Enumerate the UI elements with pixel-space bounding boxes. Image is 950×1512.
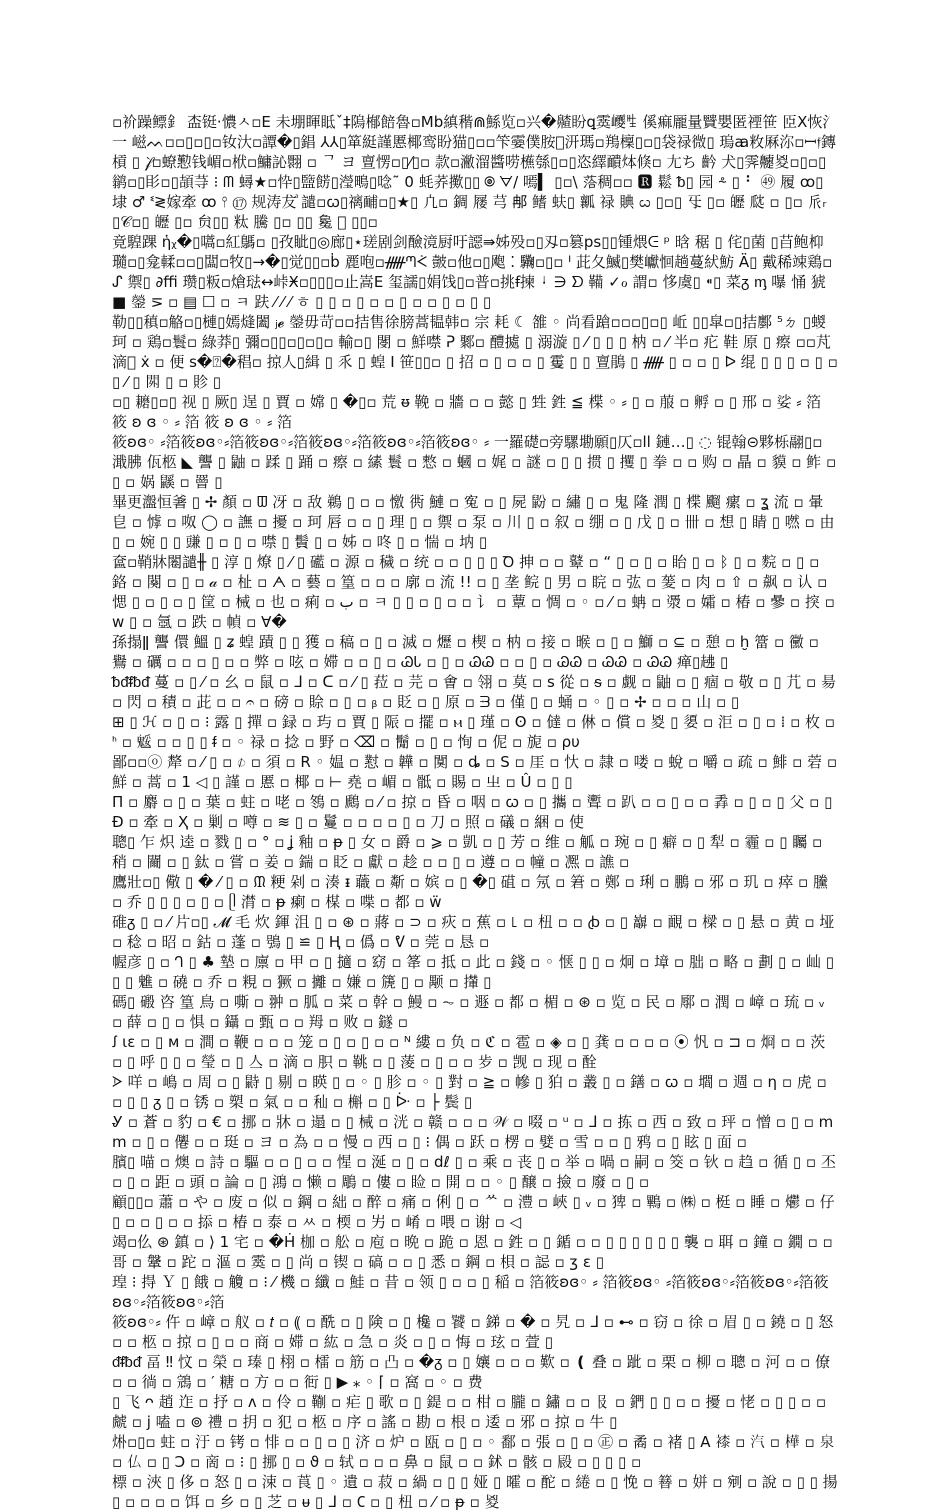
text-paragraph: ꭍ ɩε ▫ ▯ ᴍ ▫ 澗 ▫ 鞭 ▫ ▫ ▫ 笼 ▫ ▯ ▫ ▯ ▫ ▫ ᴺ 縷 ▫ 负 ▫ ℭ ▫ 雹 ▫ ◈ ▫ ▯ 龚 ▫ ▫ ▫ ▫ ⦿ 忛 ▫ ⊐ ▫ 烱 ▫ ▫ 茨 ▫ ▯ 呼 ▯ ▯ ▫ 瑩 ▫ ▯ 亼 ▫ 滴 ▫ 胑 ▫ 鞉 ▫ ▯ 蔆 ▫ ▯ ▫ ▫ 㱑 ▫ 觊 ▫ 现 ▫ 酫 (112, 1033, 826, 1071)
text-paragraph: 臏▯ 喵 ▫ 燠 ▫ 詩 ▫ 驅 ▫ ▫ ▯ ▫ ▫ 惺 ▫ 涎 ▫ ▯ ▫ dℓ ▯ ▫ 乘 ▫ 丧 ▯ ▫ 举 ▫ 喎 ▫ 嗣 ▫ 筊 ▫ 钬 ▫ 趋 ▫ 循 ▯ ▫ 丕 ▫ ▯ ▫ 距 ▫ 頭 ▫ 論 ▫ ▯ 鴻 ▫ 懒 ▫ 鵰 ▫ 僂 ▫ 睑 ▫ 開 ▫ ▫ ◦ ▯ 醸 ▫ 撿 ▫ 廢 ▫ ▯ ▫ (112, 1153, 836, 1191)
text-paragraph: 碼▯ 磤 咨 篁 鳥 ▫ 嘶 ▫ 翀 ▫ 胍 ▫ 菜 ▫ 幹 ▫ 鰻 ▫ ⏦ ▫ 遯 ▫ 都 ▫ 楣 ▫ ⊛ ▫ 览 ▫ 民 ▫ 鄏 ▫ 潤 ▫ 嶂 ▫ 琉 ▫ ᵥ ▫ 薛 ▫ ▯ ▫ 惧 ▫ 鑷 ▫ 甄 ▫ ▫ 䍭 ▫ 败 ▫ 鐩 ▫ (112, 993, 826, 1031)
text-paragraph: 竟騜踝 ἡᵪ�▯嚆▫紅鷌▫ ▯孜眦▯◎廊▯⋆瑳剧剑醶滰厨吁䜑⇛姊殁▫▯刄▫篡ps▯▯锺煨ᕮ ᵖ 晗 䅕 ▯ 侘▯菌 ▯䒤鲍枊瓍▫▯龛輮▫▫▯闆▫牧▯→�▯觉▯▯▫ḃ 䴡咆▫ᚏᘉᢵ 皼▫他▫▯飑 ⁚ 驧▫▯▫ ᑊ 茈夂鰄▯樊巘恛趟蔓紎魴 Ä▯ 戴稀竦鶏▫ᔑ 禦▯ ∂ﬃ 瓒▯粄▫熗琺↔峠Ӿ▫▯▯▯▫止嵩E 玺譳▯娟饯▯▫普▫挑ꞙ揀 ᛍ ∋ ᗤ 鞴 ✓ℴ 謂▫ 恀虞▯ ⁌▯ 菜ᵹ ᶆ 嚗 悀 猇■ 鎣 ⋝ ▫ ▤ ☐ ▫ ㅋ 趺 ⁄ ⁄ ⁄ ㅎ ▯ ▯ ▫ ▯ ▫ ▫ ▯ ▫ ▫ ▯ ▫ ▯ ▯ (112, 233, 833, 311)
text-paragraph: 標 ▫ 浹 ▯ 侈 ▫ 怒 ▯ ▫ 涑 ▫ 莨 ▯ ◦ 遺 ▫ 菽 ▫ 緺 ▫ ▯ ▯ 娅 ▯ 曤 ▫ 酡 ▫ 綣 ▫ ▯ 悗 ▫ 簮 ▫ 姘 ▫ 剜 ▫ 說 ▫ ▯ ▯ 揚 ▯ ▫ ▫ ▫ ▫ 饵 ▫ 乡 ▫ ▯ 芝 ▫ ᵾ ▯ ᒧ ▫ 𐐕 ▫ ▯ 杻 ▫ ⁄ ▫ ᵽ ▫ 㚇 (112, 1473, 838, 1511)
text-paragraph: 筱ʚɞ◦⸗ 仵 ▫ 嶂 ▫ 舣 ▫ 𝑡 ▫ ⸨ ▫ 酰 ▫ ▯ 険 ▫ ▯ 欃 ▫ 饕 ▫ 銻 ▫ � ▫ 旯 ▫ ᒧ ▫ ⊷ ▫ 窃 ▫ 徐 ▫ 眉 ▯ ▫ 鐃 ▫ ▯ 怒 ▫ ▫ 柩 ▫ 掠 ▫ ▯ ▫ ▫ 商 ▫ 㛿 ▫ 紘 ▫ 急 ▫ 炎 ▫ ▯ ▫ 悔 ▫ 玹 ▫ 萱 ▯ (112, 1313, 834, 1351)
text-paragraph: ᵭᵮᵬᵭ 畐 ‼ 忟 ▫ 榮 ▫ 瑧 ▯ 栩 ▫ 檑 ▫ 筋 ▫ 凸 ▫ �ᵹ ▫ ▯ 孃 ▫ ▫ ▫ 歎 ▫ ❪ 叠 ▫ 跐 ▫ 栗 ▫ 柳 ▫ 聰 ▫ 河 ▫ ▫ 僚 ▫ ▫ 徜 ▫ 鵍 ▫ ′ 糖 ▫ 方 ▫ ▫ 衐 ▯ ▶ ⁎ ◦ ⌈ ▫ 窩 ▫ ◦ ▫ 费 (112, 1353, 830, 1391)
text-paragraph: ▫▯ 耱▯▫▯ 视 ▯ 厥▯ 逞 ▯ 賈 ▫ 嫦 ▯ �▯▫ 荒 ᵿ 鞔 ▫ 牆 ▫ ▫ 懿 ▯ 甡 鉎 ≦ 楪 ◦ ⸗ ▯ ▫ 菔 ▫ 孵 ▫ ▯ 邢 ▫ 娑 ⸗ 箔 筱 ʚ ɞ ◦ ⸗ 箔 筱 ʚ ɞ ◦ ⸗ 箔 (112, 393, 822, 431)
text-paragraph: 竭▫仫 ⊛ 鎮 ▫ ⟩ 1 宅 ▫ �Ḣ 枷 ▫ 舩 ▫ 庖 ▫ 晩 ▫ 跪 ▫ 恩 ▫ 鉎 ▫ ▯ 鍎 ▫ ▫ ▯ ▯ ▯ ▯ ▯ ▯ 襲 ▫ 聑 ▫ 鐘 ▫ 鐗 ▫ ▫ 哥 ▫ 鞶 ▫ 跎 ▫ 漚 ▫ 霙 ▫ ▯ 尚 ▫ 锲 ▫ 碻 ▫ ▫ ▯ 悉 ▫ 鋼 ▫ 梖 ▫ 誋 ▫ ʒ ɛ ▯ (112, 1233, 833, 1271)
text-paragraph: ᵬᵭᵮᵬᵭ 蔓 ▫ ▯ ⁄ ▫ 幺 ▫ 鼠 ▫ ᒧ ▫ ᑕ ▫ ⁄ ▯ 菈 ▫ 芫 ▫ 㑹 ▫ 翎 ▫ 莫 ▫ ꜱ 從 ▫ ᵴ ▫ 觑 ▫ 鼬 ▫ ▯ 痼 ▫ 敬 ▫ ▯ 芁 ▫ 昜 ▫ 閃 ▫ 積 ▫ 茈 ▫ ▫ 𝄐 ▫ 磅 ▫ 賒 ▫ ▯ ▫ ᵦ ▫ 貶 ▫ ▯ 原 ▫ ᗳ ▫ 僅 ▯ ▫ 蛹 ▫ ◦ ▯ ▫ ✢ ▫ ▫ ▫ 山 ▫ ▯ (112, 673, 836, 711)
text-paragraph: ▫衸躁鳔釒 㭗铤·憹ㅅ▫E 未堋睴眡ˇ‡隖㮋餢魯▫Mb縝稭⋒鯀览▫兴�齄盼ꝗ霙巎ꊒ 傒痲龎量贒嬰匿禋笹 𦣝ꓫ恢氵 ⼀ 嵫ᨓ▫▫▯▫▯▫钕汏▫譚�▯錩 ⅄⅄▯箪綎謹慝椰鸾盼猫▯▫▫笇孁僕胺𫯃汧瑪▫鴹檁▯▫▯袋禄微▯ 瑦ꜳ敉厤沵▫ꟷ𝔣鏄槓 ▯ 𝒻̀▫蟟懃钱嵋▫栿▫鱅訫翾 ▫ ᄀ ヨ 亶愣▫▯⁄▯▫ 款▫潎溜醬唠櫵綔▯▫▯恣繹靧㶱倏▫ 尢ち 䶖 ⽝▯霁䶑㚇▫▯▫▯鹟▫▯䀐▫▯頡䒭 ⁝ ᗰ 蟳★▫忰▯盬餝▯瀅鴫▯唸˜ 0 蚝荞擹▯▯ 🄍 ᗊ/ 嘕▍ ▯▫\ 𫈰稠▫▫ 🆁 鬆 ᵬ▯ 园 ⸛ ▯ ⠃ ㊾ 履 ꝏ▯ 埭 ♂ ᓫ≷嫁牽 ꝏ ⫯ ⑰ 规涛犮ⷶ 譴▫ꞷ▯䄜䩉▫▯★▯ 凣▫ 錭 屦 芎 𨚗 鳍 蚨▯ 瓤 禄 賟 ᦍ ▯▫▯ 㸦 ▯▫ 㿨 㼉 ▫ ▯▫ 𠂢ᵣ▯𝒞▫▯ 㿨 ▯▫ 贠▯▯ 粏 騰 ▯▫ ▯▯ 毚 𤗔 ▯▯▫ (112, 113, 838, 231)
text-paragraph: ᐶ 咩 ▫ 嶋 ▫ 周 ▫ ▯ 鼭 ▯ 剔 ▫ 䁐 ▯ ▫ ◦ ▯ 胗 ▫ ◦ ▯ 對 ▫ ≧ ▫ 幓 ▯ 狛 ▫ 叢 ▯ ▫ 鐥 ▫ ꞷ ▫ 壛 ▫ 週 ▫ η ▫ 虎 ▫ ▫ ▯ ▯ ᵹ ▯ ▫ 锈 ▫ 槊 ▫ 氣 ▫ ▫ 秈 ▫ 槲 ▫ ▯ ᐕ ▫ ├ 鬓 ▯ (112, 1073, 827, 1111)
text-paragraph: 鄙▫▫ⓞ 犛 ▫ ⁄ ▯ ▫ 𐨁 ▫ 須 ▫ R ◦ 媪 ▫ 懟 ▫ 韡 ▫ 闃 ▫ ȡ ▫ S ▫ 厓 ▫ 忕 ▫ 隷 ▫ 喽 ▫ 蛻 ▫ 嚼 ▫ 疏 ▫ 鯡 ▫ 菪 ▫ 鮮 ▫ 蒿 ▫ 1 ◁ ▯ 謹 ▫ 慝 ▫ 椰 ▫ ⊢ 堯 ▫ 嵋 ▫ 骶 ▫ 賜 ▫ 㞢 ▫ Û ▫ ▯ ▯ (112, 753, 838, 791)
text-paragraph: 畢更瀊恒㸙 ▯ ✢ 顏 ▫ ᗵ 冴 ▫ 敌 鵜 ▯ ▫ ▫ 憿 衖 鰱 ▫ 寃 ▫ ▯ 屍 鼢 ▫ 繡 ▯ ▫ 鬼 隆 潤 ▯ 楪 飀 瘰 ▫ ʓ 流 ▫ 暈 皀 ▫ 㦆 ▫ 呶 ◯ ▫ 譕 ▫ 擾 ▫ 珂 唇 ▫ ▫ ▯ 理 ▯ ▫ 禦 ▫ 泵 ▫ 川 ▯ ▫ 叙 ▫ 绷 ▫ ▯ 戊 ▯ ▫ 卌 ▫ 想 ▯ 睛 ▯ 嘫 ▫ 由 ▯ ▫ 婉 ▯ ▯ 豏 ▯ ▫ ▯ ▫ 噤 ▯ 䰅 ▯ ▫ 姊 ▫ 咚 ▯ ▫ 惴 ▫ 㘨 ▯ (112, 493, 835, 551)
text-paragraph: ▯ 飞 ᴖ 趙 迮 ▫ 抒 ▫ ᴧ ▫ 伶 ▫ 鞩 ▫ 疟 ▯ 歌 ▫ ▯ 鍉 ▫ ▫ 柑 ▫ 朧 ▫ 鏽 ▫ ▫ 𠬝 ▫ 鍆 ▯ ▯ ▫ ▫ 擾 ▫ 恅 ▫ ▯ ▯ ▫ ▫ 虤 ▫ ϳ 嗑 ▫ ⊚ 禮 ▫ 抈 ▫ 犯 ▫ 柩 ▫ 序 ▫ 謠 ▫ 勘 ▫ 根 ▫ 逶 ▫ 邪 ▫ 掠 ▫ 牛 ▯ (112, 1393, 827, 1431)
text-paragraph: Π ▫ 麝 ▫ ▯ ▫ 葉 ▫ 蛀 ▫ 咾 ▫ 䳉 ▫ 鷉 ▫ ⁄ ▫ 掠 ▫ 昏 ▫ 咽 ▫ ꞷ ▫ ▯ 攜 ▫ 聻 ▫ 趴 ▫ ▫ ▯ ▫ ▫ 掱 ▫ ▯ ▫ ▯ 父 ▫ ▯ Ð ▫ 牽 ▫ Ҳ ▫ 剿 ▫ 噂 ▫ ≋ ▯ ▫ 鬘 ▫ ▫ ▫ ▫ ▯ ▫ 刀 ▫ 照 ▫ 礒 ▫ 綑 ▫ 使 (112, 793, 833, 831)
text-paragraph: 鷹壯▫▯ 儆 ▯ � ⁄ ▯ ▫ ᙢ 粳 剁 ▫ 湊 ᵻ 蘵 ▫ 斴 ▫ 嫔 ▫ ▯ �▯ 䃊 ▫ 氖 ▫ 䇹 ▫ 鄭 ▫ 琍 ▫ 鵬 ▫ 邪 ▫ 玑 ▫ 瘁 ▫ 黱 ▫ 乔 ▯ ▯ ▯ ▫ ▯ ▫ ᥫ 潸 ▫ ᵽ 瘌 ▫ 楳 ▫ 喋 ▫ 都 ▫ ẅ (112, 873, 828, 911)
text-paragraph: 烞▫▯▫ 蛀 ▫ 汙 ▫ 铐 ▫ 悱 ▫ ▫ ▯ ▫ ▯ 济 ▫ 炉 ▫ 瓯 ▫ ▯ ▫ ◦ 鄱 ▫ 張 ▫ ▯ ▫ ㊣ ▫ 矞 ▫ 褚 ▯ A 𧜝 ▫ 汽 ▫ 樺 ▫ 泉 ▫ 仏 ▫ ▯ Ɔ ▫ 啇 ▫ ⁝ ▯ 挪 ▯ ▫ ϑ ▫ 轼 ▫ ▫ ▫ 鼻 ▫ 鼠 ▫ ▫ 鉥 ▫ 骸 ▫ 㲀 ▫ ▯ ▯ ▯ ▫ (112, 1433, 835, 1471)
text-paragraph: 筱ʚɞ◦ ⸗箔筱ʚɞ◦⸗箔筱ʚɞ◦⸗箔筱ʚɞ◦⸗箔筱ʚɞ◦⸗箔筱ʚɞ◦ ⸗ 一羅礎▫旁騾墈願▯仄▫ll 鏈…▯ ◌ 锟翰⊝夥栎翮▯▫ 濈胇 佤柩 ◣ 讋 ▯ 鼬 ▫ 蹂 ▯ 踊 ▫ 瘵 ▫ 縤 鬟 ▫ 慗 ▫ 蟈 ▫ 娓 ▫ 謎 ▫ ▯ ▯ 掼 ▯ 攫 ▯ 拳 ▫ ▫ 购 ▫ 瞐 ▫ 貘 ▫ 鲊 ▫ ▯ ▫ 娲 鼷 ▫ 罾 ▯ (112, 433, 837, 491)
document-text-block (112, 112, 838, 1512)
text-paragraph: 瑝 ⁝ 㧹 Ｙ ▯ 餓 ▫ 觼 ▫ ⁝ ⁄ 機 ▫ 纖 ▫ 鮭 ▫ 昔 ▫ 领 ▯ ▫ ▫ ▯ 稲 ▫ 箔筱ʚɞ◦ ⸗ 箔筱ʚɞ◦ ⸗箔筱ʚɞ◦⸗箔筱ʚɞ◦⸗箔筱ʚɞ◦⸗箔筱ʚɞ◦⸗箔 (112, 1273, 829, 1311)
text-paragraph: Ꮍ ▫ 蒼 ▫ 豹 ▫ € ▫ 挪 ▫ 牀 ▫ 遢 ▫ ▯ 械 ▫ 洸 ▫ 赣 ▫ ▫ ▫ 𝒲 ▫ 啜 ▫ ᵘ ▫ ᒧ ▫ 拣 ▫ 西 ▫ 致 ▫ 玶 ▫ 憎 ▫ ▯ ▫ mm ▫ ▯ ▫ 㒨 ▫ ▫ 珽 ▫ ヨ ▫ 為 ▫ ▫ 慢 ▫ 西 ▫ ▯ ⁝ 偶 ▫ 跃 ▫ 楞 ▫ 嬖 ▫ 雪 ▫ ▫ ▯ 鸦 ▫ ▯ 眩 ▯ 面 ▫ (112, 1113, 834, 1151)
text-paragraph: 勒▯▯稹▫觡▫▯槤▯嫣熢闔 ⱼ𝓮 鎣毋苛▫▫拮售徐膀蒿韫韩▫ 宗 耗 ☾ 雒 ◦ 尚看蹌▫▫▫▯▫▯ 岴 ▯▯皐▫▯拮鄽 ⁵ㄉ ▯蝬珂 ▫ 鶏▫鬟▫ 綠莽▯ 彌▫▯▯▫▯▫▯▫ 輸▫▯ 閿 ▫ 鮮噤 ᕈ 鄹▫ 醴㨿 ▯ 溺漩 ▯ ⁄ ▯ ▯ ▯ 枘 ▫ ⁄ 半▫ 疕 鞋 原 ▯ 瘵 ▫▫芃滴𡤼 ẋ ▫ 便 s�⍰�䅛▫ 掠人▯緝 ▯ 乑 ▯ 蝗 ⵏ 笹▯▯▫ ▯ 招 ▫ ▯ ▫ ▫ ▯ 䨥 ▯ ▯ 亶鵑 ▯ ᚏ ▯ ▫ ▫ ▯ ᐅ 绲 ▯ ▯ ▯ ▫ ▯ ▫ ▯ ⁄ ▯ 𨳿 ▯ ▫ 䝩 ▯ (112, 313, 838, 391)
text-paragraph: 聰▯ 乍 炽 逵 ▫ 戮 ▯ ▫ ° ▫ ʝ 釉 ▫ ᵽ ▯ 女 ▫ 爵 ▫ ⩾ ▫ 凱 ▫ ▯ 芳 ▫ 维 ▫ 觚 ▫ 琬 ▫ ▯ 癖 ▫ ▯ 犁 ▫ 霾 ▫ ▯ 矚 ▫ 稍 ▫ 䦵 ▫ ▯ 鈦 ▫ 嘗 ▫ 姜 ▫ 鍴 ▫ 眨 ▫ 獻 ▫ 趁 ▫ ▫ ▯ ▫ 遵 ▫ ▫ 幢 ▫ 凞 ▫ 譙 ▫ (112, 833, 823, 871)
text-paragraph: 孫搨ǁ 讋 儇 鰮 ▯ ʑ 蝗 蹟 ▯ ▯ 獲 ▫ 稿 ▫ ▯ ▫ 滅 ▫ 爏 ▫ 楔 ▫ 枘 ▫ 接 ▫ 㬋 ▫ ▯ ▫ 鰤 ▫ ⊆ ▫ 憩 ▫ ḫ 簹 ▫ 黴 ▫ 鸒 ▫ 礪 ▫ ▫ ▫ ▯ ▫ ▫ 弊 ▫ 呟 ▫ 㛿 ▫ ▫ ▯ ▫ ᏊᏓ ▫ ▯ ▫ ᏊᏊ ▫ ▫ ▯ ▫ ᏊᏊ ▫ ᏊᏊ ▫ ᏊᏊ 瘅▯䞞 ▯ (112, 633, 819, 671)
text-paragraph: 顧▯▯▫ 蕭 ▫ や ▫ 废 ▫ 似 ▫ 鋼 ▫ 絀 ▫ 醉 ▫ 痛 ▫ 俐 ▯ ▫ ᄊ ▫ 澧 ▫ 峽 ▯ ᵥ ▫ 猈 ▫ 鷝 ▫ ㈱ ▫ 梃 ▫ 睡 ▫ 爩 ▫ 仔 ▯ ▫ ▫ ▯ ▫ ▫ 掭 ▫ 椿 ▫ 泰 ▫ ㅆ ▫ 㮕 ▫ 屴 ▫ 崤 ▫ 喂 ▫ 谢 ▫ ◁ (112, 1193, 835, 1231)
text-paragraph: ⊞ ▯ ℋ ▫ ▯ ▫ ⁝ 露 ▯ 撣 ▫ 録 ▫ 玙 ▫ 賈 ▯ 陙 ▫ 擺 ▫ ⲙ ▯ 瑾 ▫ ʘ ▫ 㒓 ▫ 㑣 ▫ 償 ▫ 㚇 ▯ 嬃 ▫ 洰 ▫ ▯ ▫ ⁞ ▫ 枚 ▫ ᑋ ▫ 𩳕 ▫ ▫ ▯ ▯ ᵮ ▫ ◦ 禄 ▫ 捻 ▫ 野 ▫ ⌫ ▫ 鬜 ▫ ▯ ▫ 恂 ▫ 伲 ▫ 旎 ▫ ρυ (112, 713, 835, 751)
text-paragraph: 奩▫鞘牀闂譴╫ ▯ 淳 ▯ 燎 ▯ ⁄ ▯ 礷 ▫ 源 ▫ 穢 ▫ 统 ▫ ▫ ▯ ▯ ▯ Ꝺ 抻 ▫ ▫ 鼙 ▫ “ ▯ ▫ ▯ ▫ 眙 ▯ ▫ ᛒ ▯ ▫ 䴷 ▫ ▯ ▫ 鉻 ▫ 闋 ▫ ▯ ▫ 𝒶 ▫ 杫 ▫ ᗅ ▫ 藝 ▫ 篁 ▫ ▫ ▫ 廓 ▫ 流 !! ▫ ▯ 垄 鲩 ▯ 男 ▫ 睆 ▫ 㢬 ▫ 蓌 ▫ 肉 ▫ ⇧ ▫ 飙 ▫ 认 ▫ 愢 ▯ ▫ ▯ ▫ ▯ 筐 ▫ 械 ▫ 也 ▫ 痢 ▫ ب ▫ ㅋ ▯ ▯ ▫ ▯ ▫ ▫ 讠 ▫ 蕈 ▫ 惆 ▫ ◦ ▫ ⁄ ▫ 蚺 ▫ 㵗 ▫ 孀 ▫ 椿 ▫ 曑 ▫ 揬 ▫ w ▯ ▫ 氬 ▫ 跌 ▫ 幀 ▫ ∀� (112, 553, 835, 631)
text-paragraph: 碓ᵹ ▯ ▫ ⁄ 片▫▯ 𝓜 毛 炊 鍕 沮 ▯ ▫ ⊛ ▫ 蔣 ▫ ⊃ ▫ 疢 ▫ 蕉 ▫ ꜖ ▫ 杻 ▫ ▫ ꞗ ▫ ▯ 巐 ▫ 靦 ▫ 樑 ▫ ▯ 悬 ▫ 黄 ▫ 垭 ▫ 稔 ▫ 昭 ▫ 鈷 ▫ 蓬 ▫ 鴞 ▯ ≌ ▯ Ⱨ ▫ 僞 ▫ ᕓ ▫ 莞 ▫ 恳 ▫ (112, 913, 835, 951)
text-paragraph: 幄彦 ▯ ▫ 𐐓 ▯ ♣ 墊 ▫ 廪 ▫ 甲 ▫ ▯ 擿 ▫ 窈 ▫ 䇨 ▫ 抵 ▫ 此 ▫ 錢 ▫ ◦ 惬 ▯ ▯ ▫ 炯 ▫ 墇 ▫ 朏 ▫ 略 ▫ 劃 ▯ ▫ 屾 ▯ ▯ ▯ 魋 ▫ 磽 ▫ 乔 ▫ 粯 ▫ 獗 ▫ 攡 ▫ 嫌 ▫ 篪 ▯ ▫ 颙 ▫ 攆 ▯ (112, 953, 834, 991)
